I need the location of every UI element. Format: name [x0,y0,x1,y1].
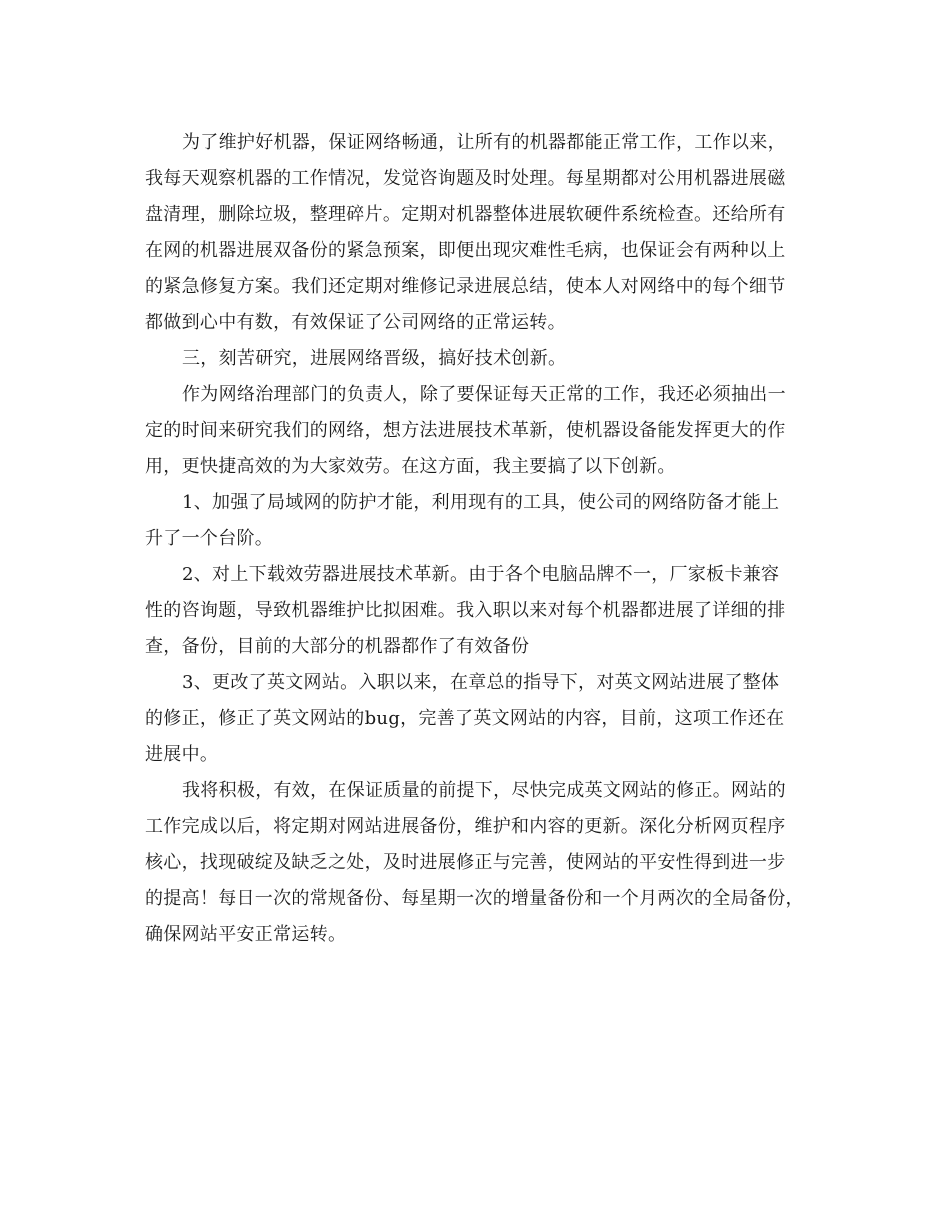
text-line: 的紧急修复方案。我们还定期对维修记录进展总结，使本人对网络中的每个细节 [145,276,786,297]
text-line: 我每天观察机器的工作情况，发觉咨询题及时处理。每星期都对公用机器进展磁 [145,168,786,189]
text-line: 在网的机器进展双备份的紧急预案，即便出现灾难性毛病，也保证会有两种以上 [145,240,786,261]
text-line: 的修正，修正了英文网站的bug，完善了英文网站的内容，目前，这项工作还在 [145,708,785,729]
text-line: 作为网络治理部门的负责人，除了要保证每天正常的工作，我还必须抽出一 [182,384,786,405]
text-line: 确保网站平安正常运转。 [145,924,347,945]
text-line: 都做到心中有数，有效保证了公司网络的正常运转。 [145,312,566,333]
text-line: 性的咨询题，导致机器维护比拟困难。我入职以来对每个机器都进展了详细的排 [145,600,786,621]
text-line: 工作完成以后，将定期对网站进展备份，维护和内容的更新。深化分析网页程序 [145,816,786,837]
text-line: 核心，找现破绽及缺乏之处，及时进展修正与完善，使网站的平安性得到进一步 [145,852,786,873]
list-item-2: 2、对上下载效劳器进展技术革新。由于各个电脑品牌不一，厂家板卡兼容 [182,564,780,585]
text-line: 升了一个台阶。 [145,528,274,549]
text-line: 的提高！每日一次的常规备份、每星期一次的增量备份和一个月两次的全局备份， [145,888,804,909]
text-line: 用，更快捷高效的为大家效劳。在这方面，我主要搞了以下创新。 [145,456,676,477]
text-line: 为了维护好机器，保证网络畅通，让所有的机器都能正常工作，工作以来， [182,132,786,153]
text-line: 定的时间来研究我们的网络，想方法进展技术革新，使机器设备能发挥更大的作 [145,420,786,441]
section-heading: 三，刻苦研究，进展网络晋级，搞好技术创新。 [182,348,567,369]
text-line: 进展中。 [145,744,219,765]
text-line: 盘清理，删除垃圾，整理碎片。定期对机器整体进展软硬件系统检查。还给所有 [145,204,786,225]
list-item-3: 3、更改了英文网站。入职以来，在章总的指导下，对英文网站进展了整体 [182,672,780,693]
list-item-1: 1、加强了局域网的防护才能，利用现有的工具，使公司的网络防备才能上 [182,492,780,513]
text-line: 查，备份，目前的大部分的机器都作了有效备份 [145,636,530,657]
text-line: 我将积极，有效，在保证质量的前提下，尽快完成英文网站的修正。网站的 [182,780,786,801]
